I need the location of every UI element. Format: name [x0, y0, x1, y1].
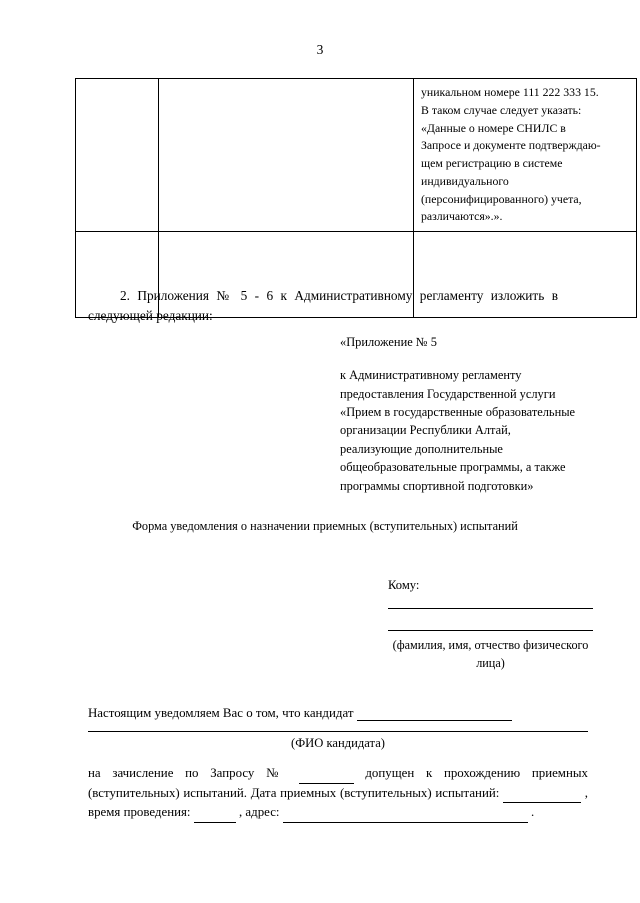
notify-line [88, 706, 588, 721]
appendix-line: реализующие дополнительные [340, 441, 503, 456]
candidate-hint: (ФИО кандидата) [291, 736, 385, 750]
page-number: 3 [316, 42, 324, 57]
tail-part-4: , адрес: [238, 805, 280, 820]
exam-address-blank [283, 809, 528, 823]
form-title: Форма уведомления о назначении приемных (вступительных) испытаний [132, 519, 518, 533]
cell-line: Запросе и документе подтверждаю- [421, 138, 601, 153]
cell-line: «Данные о номере СНИЛС в [421, 120, 566, 135]
cell-line: различаются».». [421, 209, 503, 224]
cell-line: уникальном номере 111 222 333 15. [421, 85, 599, 99]
notify-text: Настоящим уведомляем Вас о том, что кандидат [88, 706, 354, 720]
table-cell-text [421, 84, 629, 225]
appendix-line: предоставления Государственной услуги [340, 386, 556, 401]
table-cell-col1 [76, 79, 159, 232]
appendix-title: «Приложение № 5 [340, 335, 437, 349]
candidate-blank-line [88, 731, 588, 732]
cell-line: В таком случае следует указать: [421, 102, 582, 117]
appendix-line: общеобразовательные программы, а также [340, 460, 566, 475]
amendment-table [75, 78, 637, 318]
exam-time-blank [194, 809, 236, 823]
cell-line: (персонифицированного) учета, [421, 191, 582, 206]
addressee-hint: (фамилия, имя, отчество физического лица) [392, 638, 589, 670]
amendment-paragraph: 2. Приложения № 5 - 6 к Административному регламенту изложить в следующей редакции: [88, 288, 558, 323]
tail-part-1: на зачисление по Запросу № [88, 766, 287, 780]
addressee-blank-line-1 [388, 608, 593, 609]
appendix-line: программы спортивной подготовки» [340, 478, 534, 493]
addressee-label: Кому: [388, 578, 420, 592]
appendix-line: организации Республики Алтай, [340, 423, 511, 438]
tail-part-2: допущен к прохождению приемных (вступительных) испытаний. Дата приемных (вступительных) испытаний: [88, 766, 588, 800]
exam-date-blank [503, 789, 581, 803]
request-number-blank [299, 770, 354, 784]
table-cell-col3 [414, 79, 637, 232]
table-cell-col2 [159, 79, 414, 232]
cell-line: индивидуального [421, 173, 509, 188]
addressee-blank-line-2 [388, 630, 593, 631]
table-row [76, 79, 637, 232]
tail-part-3: , время проведения: [88, 785, 588, 820]
candidate-blank [357, 707, 512, 721]
appendix-block [340, 333, 580, 495]
appendix-line: к Административному регламенту [340, 368, 522, 383]
tail-paragraph [88, 764, 588, 823]
cell-line: щем регистрацию в системе [421, 156, 563, 170]
tail-part-5: . [530, 805, 535, 820]
appendix-line: «Прием в государственные образовательные [340, 405, 576, 420]
